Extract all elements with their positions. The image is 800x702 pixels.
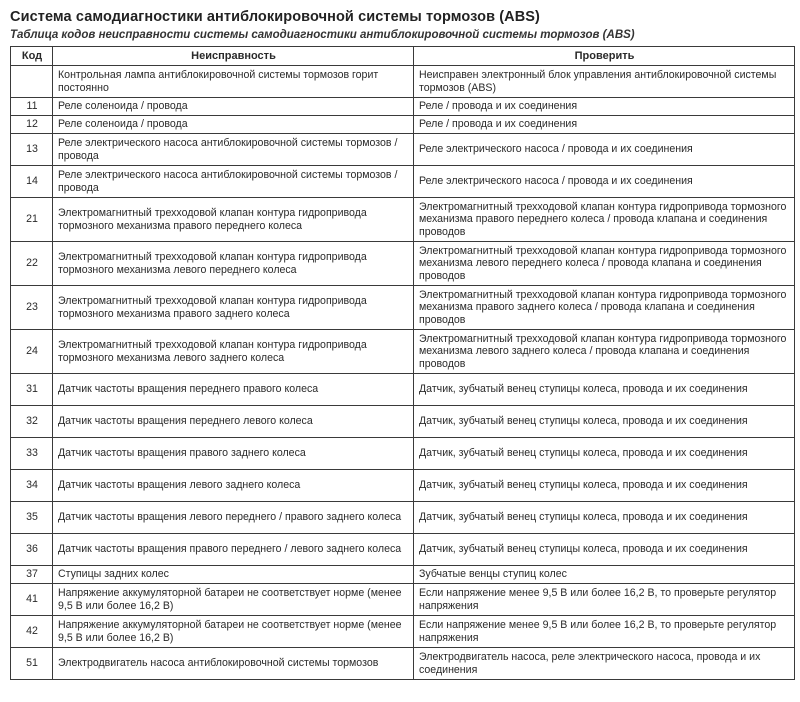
table-row bbox=[11, 438, 795, 470]
document-title: Система самодиагностики антиблокировочной системы тормозов (ABS) bbox=[10, 9, 540, 25]
table-row bbox=[11, 286, 795, 330]
row-code: 32 bbox=[11, 406, 53, 438]
row-code: 21 bbox=[11, 198, 53, 242]
row-check: Реле электрического насоса / провода и их соединения bbox=[414, 134, 795, 166]
row-check: Датчик, зубчатый венец ступицы колеса, провода и их соединения bbox=[414, 438, 795, 470]
row-fault: Датчик частоты вращения левого заднего колеса bbox=[53, 470, 414, 502]
row-fault: Ступицы задних колес bbox=[53, 566, 414, 584]
row-check: Реле / провода и их соединения bbox=[414, 116, 795, 134]
row-fault: Реле соленоида / провода bbox=[53, 98, 414, 116]
row-check: Датчик, зубчатый венец ступицы колеса, провода и их соединения bbox=[414, 502, 795, 534]
row-fault: Датчик частоты вращения правого заднего колеса bbox=[53, 438, 414, 470]
table-row bbox=[11, 330, 795, 374]
row-code: 36 bbox=[11, 534, 53, 566]
row-fault: Датчик частоты вращения правого переднего / левого заднего колеса bbox=[53, 534, 414, 566]
row-check: Неисправен электронный блок управления антиблокировочной системы тормозов (ABS) bbox=[414, 66, 795, 98]
row-fault: Электромагнитный трехходовой клапан контура гидропривода тормозного механизма левого переднего колеса bbox=[53, 242, 414, 286]
row-code: 33 bbox=[11, 438, 53, 470]
row-check: Датчик, зубчатый венец ступицы колеса, провода и их соединения bbox=[414, 374, 795, 406]
row-check: Если напряжение менее 9,5 В или более 16,2 В, то проверьте регулятор напряжения bbox=[414, 616, 795, 648]
row-fault: Электромагнитный трехходовой клапан контура гидропривода тормозного механизма правого переднего колеса bbox=[53, 198, 414, 242]
table-row bbox=[11, 198, 795, 242]
row-check: Реле электрического насоса / провода и их соединения bbox=[414, 166, 795, 198]
row-code: 34 bbox=[11, 470, 53, 502]
table-row bbox=[11, 406, 795, 438]
header-code: Код bbox=[11, 47, 53, 66]
row-fault: Датчик частоты вращения переднего правого колеса bbox=[53, 374, 414, 406]
row-code bbox=[11, 66, 53, 98]
table-row bbox=[11, 116, 795, 134]
fault-code-table bbox=[10, 46, 795, 680]
table-row bbox=[11, 242, 795, 286]
row-check: Электромагнитный трехходовой клапан контура гидропривода тормозного механизма правого заднего колеса / провода клапана и соединения проводов bbox=[414, 286, 795, 330]
table-body bbox=[11, 66, 795, 680]
row-code: 11 bbox=[11, 98, 53, 116]
row-fault: Датчик частоты вращения левого переднего / правого заднего колеса bbox=[53, 502, 414, 534]
row-code: 31 bbox=[11, 374, 53, 406]
row-code: 41 bbox=[11, 584, 53, 616]
table-row bbox=[11, 470, 795, 502]
table-row bbox=[11, 616, 795, 648]
row-check: Датчик, зубчатый венец ступицы колеса, провода и их соединения bbox=[414, 470, 795, 502]
row-fault: Датчик частоты вращения переднего левого колеса bbox=[53, 406, 414, 438]
row-check: Реле / провода и их соединения bbox=[414, 98, 795, 116]
table-row bbox=[11, 648, 795, 680]
row-check: Датчик, зубчатый венец ступицы колеса, провода и их соединения bbox=[414, 534, 795, 566]
row-check: Если напряжение менее 9,5 В или более 16,2 В, то проверьте регулятор напряжения bbox=[414, 584, 795, 616]
table-row bbox=[11, 566, 795, 584]
table-header-row bbox=[11, 47, 795, 66]
row-code: 13 bbox=[11, 134, 53, 166]
row-fault: Реле соленоида / провода bbox=[53, 116, 414, 134]
row-check: Электромагнитный трехходовой клапан контура гидропривода тормозного механизма левого заднего колеса / провода клапана и соединения проводов bbox=[414, 330, 795, 374]
table-row bbox=[11, 534, 795, 566]
table-row bbox=[11, 584, 795, 616]
row-fault: Напряжение аккумуляторной батареи не соответствует норме (менее 9,5 В или более 16,2 В) bbox=[53, 584, 414, 616]
row-check: Зубчатые венцы ступиц колес bbox=[414, 566, 795, 584]
table-row bbox=[11, 98, 795, 116]
table-row bbox=[11, 502, 795, 534]
row-fault: Электромагнитный трехходовой клапан контура гидропривода тормозного механизма правого заднего колеса bbox=[53, 286, 414, 330]
table-row bbox=[11, 66, 795, 98]
table-caption: Таблица кодов неисправности системы самодиагностики антиблокировочной системы тормозов (ABS) bbox=[10, 29, 635, 41]
row-code: 14 bbox=[11, 166, 53, 198]
row-fault: Контрольная лампа антиблокировочной системы тормозов горит постоянно bbox=[53, 66, 414, 98]
row-check: Электромагнитный трехходовой клапан контура гидропривода тормозного механизма левого переднего колеса / провода клапана и соединения проводов bbox=[414, 242, 795, 286]
row-fault: Реле электрического насоса антиблокировочной системы тормозов / провода bbox=[53, 166, 414, 198]
row-code: 22 bbox=[11, 242, 53, 286]
row-code: 37 bbox=[11, 566, 53, 584]
row-code: 23 bbox=[11, 286, 53, 330]
row-code: 35 bbox=[11, 502, 53, 534]
row-fault: Напряжение аккумуляторной батареи не соответствует норме (менее 9,5 В или более 16,2 В) bbox=[53, 616, 414, 648]
row-check: Электромагнитный трехходовой клапан контура гидропривода тормозного механизма правого переднего колеса / провода клапана и соединения проводов bbox=[414, 198, 795, 242]
header-check: Проверить bbox=[414, 47, 795, 66]
row-code: 24 bbox=[11, 330, 53, 374]
table-row bbox=[11, 134, 795, 166]
table-row bbox=[11, 374, 795, 406]
row-code: 42 bbox=[11, 616, 53, 648]
row-fault: Электромагнитный трехходовой клапан контура гидропривода тормозного механизма левого заднего колеса bbox=[53, 330, 414, 374]
row-check: Электродвигатель насоса, реле электрического насоса, провода и их соединения bbox=[414, 648, 795, 680]
row-fault: Реле электрического насоса антиблокировочной системы тормозов / провода bbox=[53, 134, 414, 166]
row-code: 51 bbox=[11, 648, 53, 680]
row-check: Датчик, зубчатый венец ступицы колеса, провода и их соединения bbox=[414, 406, 795, 438]
row-code: 12 bbox=[11, 116, 53, 134]
table-row bbox=[11, 166, 795, 198]
header-fault: Неисправность bbox=[53, 47, 414, 66]
row-fault: Электродвигатель насоса антиблокировочной системы тормозов bbox=[53, 648, 414, 680]
